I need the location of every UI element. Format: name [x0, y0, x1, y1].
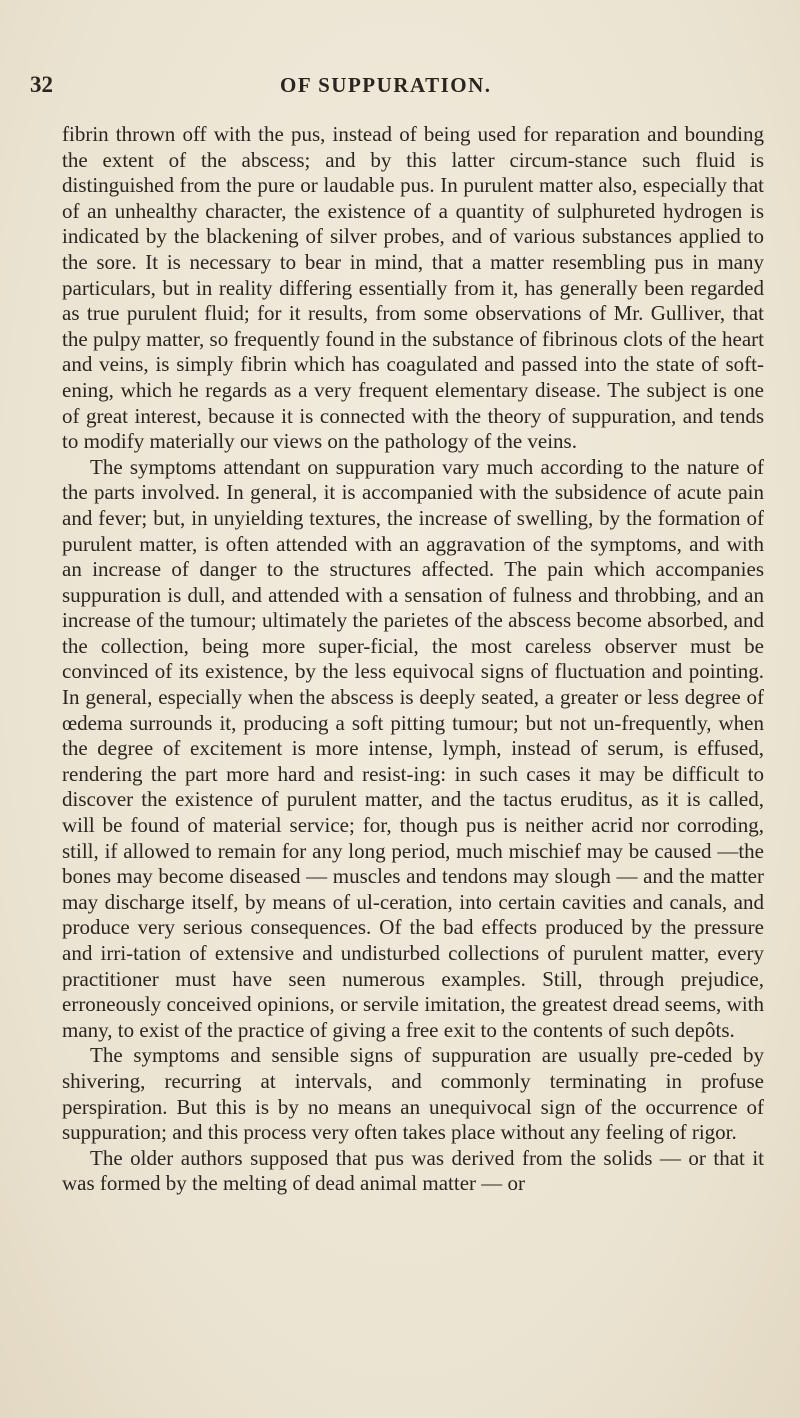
paragraph: The symptoms attendant on suppuration vary much according to the nature of the parts involved. In general, it is accompanied with the subsidence of acute pain and fever; but, in unyielding textures, the increase of swelling, by the formation of purulent matter, is often attended with an aggravation of the symptoms, and with an increase of danger to the structures affected. The pain which accompanies suppuration is dull, and attended with a sensation of fulness and throbbing, and an increase of the tumour; ultimately the parietes of the abscess become absorbed, and the collection, being more super-ficial, the most careless observer must be convinced of its existence, by the less equivocal signs of fluctuation and pointing. In general, especially when the abscess is deeply seated, a greater or less degree of œdema surrounds it, producing a soft pitting tumour; but not un-frequently, when the degree of excitement is more intense, lymph, instead of serum, is effused, rendering the part more hard and resist-ing: in such cases it may be difficult to discover the existence of purulent matter, and the tactus eruditus, as it is called, will be found of material service; for, though pus is neither acrid nor corroding, still, if allowed to remain for any long period, much mischief may be caused —the bones may become diseased — muscles and tendons may slough — and the matter may discharge itself, by means of ul-ceration, into certain cavities and canals, and produce very serious consequences. Of the bad effects produced by the pressure and irri-tation of extensive and undisturbed collections of purulent matter, every practitioner must have seen numerous examples. Still, through prejudice, erroneously conceived opinions, or servile imitation, the greatest dread seems, with many, to exist of the practice of giving a free exit to the contents of such depôts. [62, 454, 764, 1042]
page-header [30, 72, 764, 108]
body-text [62, 122, 764, 1197]
running-title: OF SUPPURATION. [280, 73, 492, 97]
page-number: 32 [30, 72, 53, 97]
paragraph: The older authors supposed that pus was derived from the solids — or that it was formed by the melting of dead animal matter — or [62, 1145, 764, 1196]
paragraph: fibrin thrown off with the pus, instead of being used for reparation and bounding the extent of the abscess; and by this latter circum-stance such fluid is distinguished from the pure or laudable pus. In purulent matter also, especially that of an unhealthy character, the existence of a quantity of sulphureted hydrogen is indicated by the blackening of silver probes, and of various substances applied to the sore. It is necessary to bear in mind, that a matter resembling pus in many particulars, but in reality differing essentially from it, has generally been regarded as true purulent fluid; for it results, from some observations of Mr. Gulliver, that the pulpy matter, so frequently found in the substance of fibrinous clots of the heart and veins, is simply fibrin which has coagulated and passed into the state of soft-ening, which he regards as a very frequent elementary disease. The subject is one of great interest, because it is connected with the theory of suppuration, and tends to modify materially our views on the pathology of the veins. [62, 122, 764, 454]
paragraph: The symptoms and sensible signs of suppuration are usually pre-ceded by shivering, recurring at intervals, and commonly terminating in profuse perspiration. But this is by no means an unequivocal sign of the occurrence of suppuration; and this process very often takes place without any feeling of rigor. [62, 1043, 764, 1145]
